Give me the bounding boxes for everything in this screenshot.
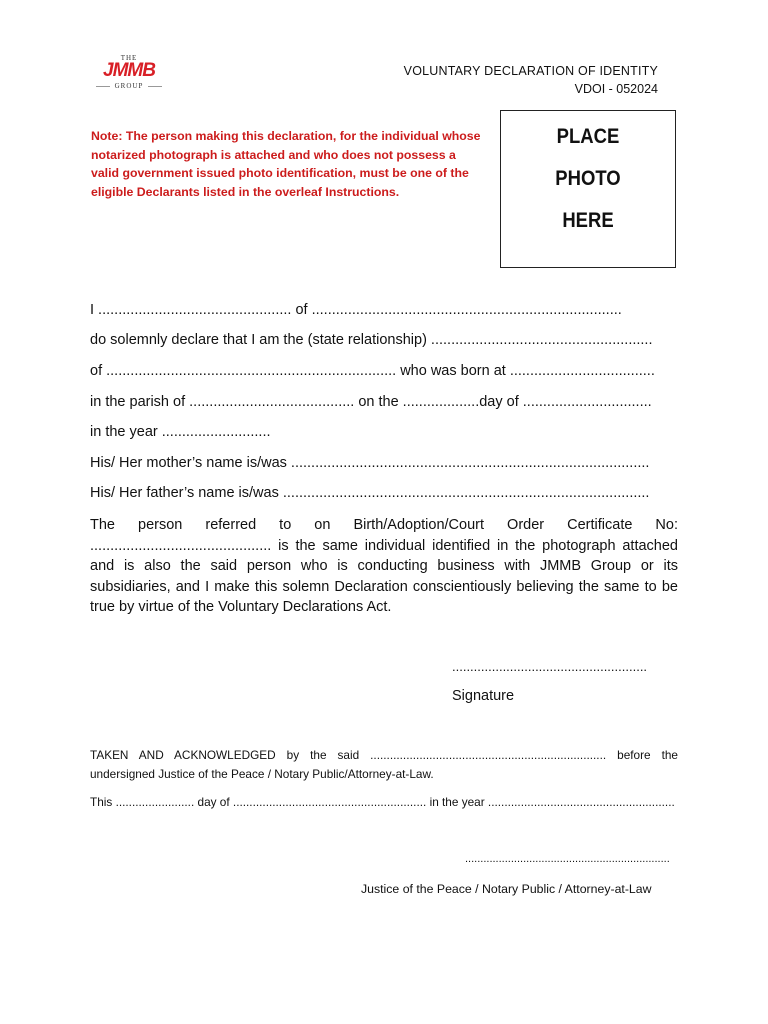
birthplace-line: of ........................................................................ who was born at .................................... (90, 363, 655, 379)
photo-box-line2: PHOTO (555, 167, 621, 190)
form-code: VDOI - 052024 (574, 82, 658, 96)
birth-year-line: in the year ........................... (90, 424, 271, 440)
photo-box-line3: HERE (562, 209, 614, 232)
photo-placeholder-box (500, 110, 676, 268)
mother-name-line: His/ Her mother’s name is/was ......................................................................................... (90, 455, 650, 471)
logo-bottom-text: GROUP (114, 82, 144, 90)
photo-box-line1: PLACE (556, 125, 620, 148)
signature-label: Signature (452, 688, 515, 704)
declaration-paragraph: The person referred to on Birth/Adoption/Court Order Certificate No: ............................................. is the same individual identified in the photograph attached and is also the said person who is conducting business with JMMB Group or its subsidiaries, and I make this solemn Declaration conscientiously believing the same to be true by virtue of the Voluntary Declarations Act. (90, 517, 678, 615)
acknowledgement-text: TAKEN AND ACKNOWLEDGED by the said ........................................................................ before the undersigned Justice of the Peace / Notary Public/Attorney-at-Law. (90, 748, 678, 781)
eligibility-note: Note: The person making this declaration, for the individual whose notarized photograph is attached and who does not possess a valid government issued photo identification, must be one of the eligible Declarants listed in the overleaf Instructions. (91, 129, 481, 199)
jp-signature-line: ................................................................... (465, 853, 670, 865)
jp-signature-label: Justice of the Peace / Notary Public / Attorney-at-Law (361, 882, 652, 896)
form-title: VOLUNTARY DECLARATION OF IDENTITY (403, 64, 658, 78)
father-name-line: His/ Her father’s name is/was ........................................................................................... (90, 485, 650, 501)
logo-rule-right (148, 86, 162, 87)
parish-date-line: in the parish of ......................................... on the ...................day of ................................ (90, 394, 652, 410)
logo-top-text: THE (120, 54, 138, 62)
acknowledgement-date-line: This ........................ day of ........................................................... in the year ......................................................... (90, 795, 675, 809)
jmmb-group-logo (92, 54, 166, 94)
signature-line: ...................................................... (452, 659, 648, 674)
declarant-name-line: I ................................................ of ............................................................................. (90, 302, 622, 318)
relationship-line: do solemnly declare that I am the (state relationship) ....................................................... (90, 332, 653, 348)
logo-mark: JMMB (103, 60, 155, 81)
